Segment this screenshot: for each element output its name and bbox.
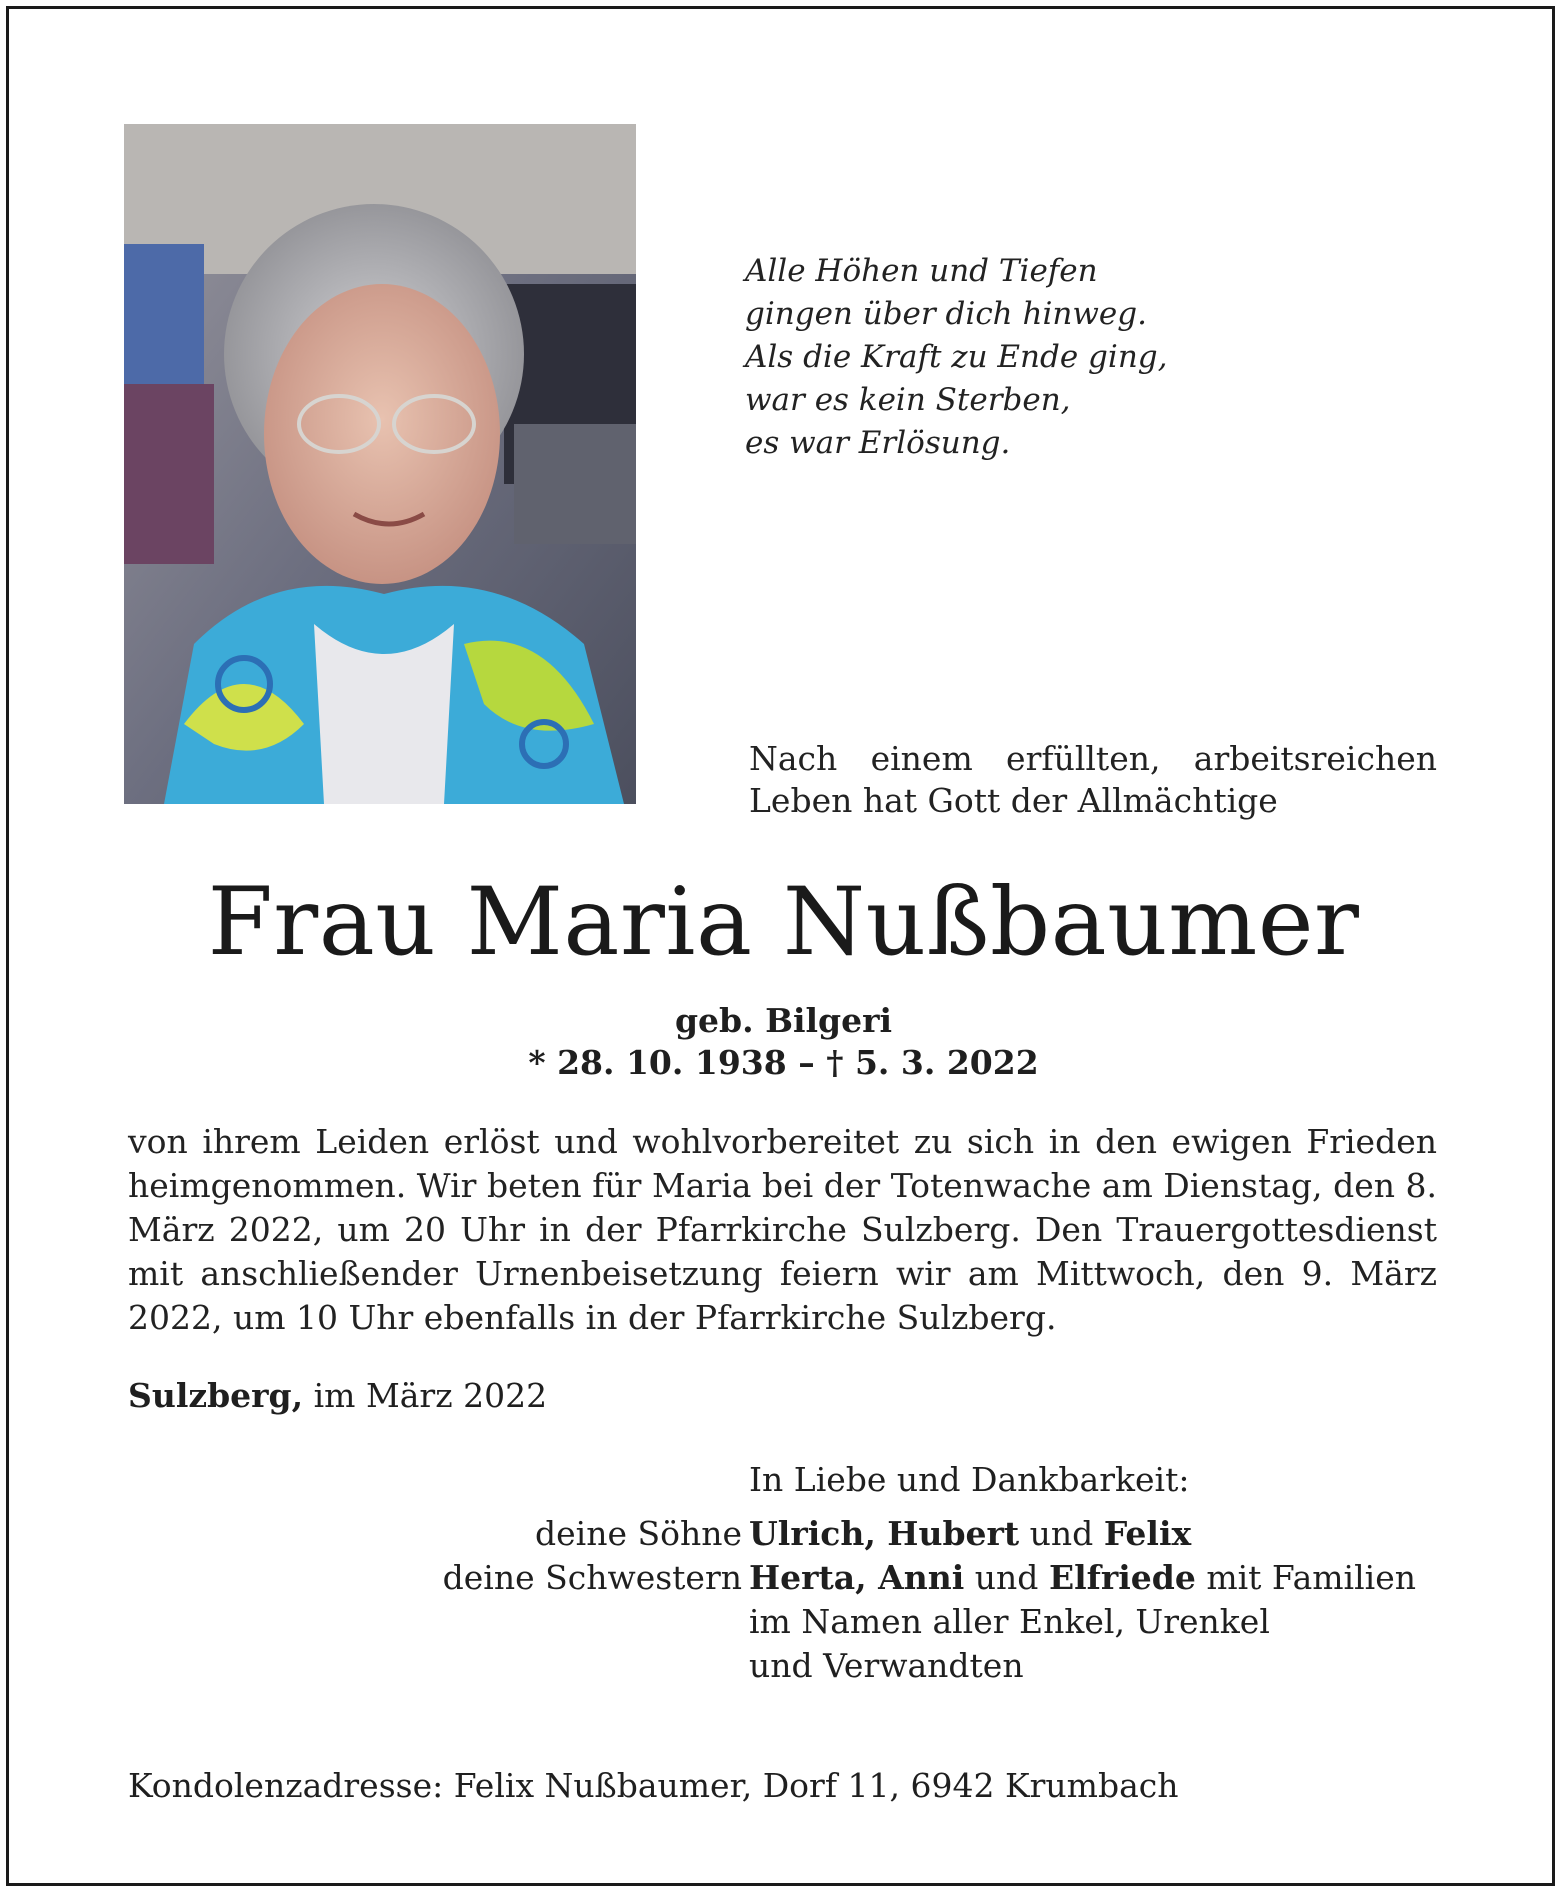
- sisters-names-a: Herta, Anni: [749, 1558, 965, 1597]
- sisters-and: und: [974, 1558, 1039, 1597]
- thanks-line: In Liebe und Dankbarkeit:: [749, 1460, 1190, 1499]
- poem-verse: [745, 250, 1305, 465]
- birth-name: geb. Bilgeri: [674, 1001, 893, 1040]
- relatives-line: und Verwandten: [749, 1646, 1024, 1685]
- condolence-address: Kondolenzadresse: Felix Nußbaumer, Dorf 11, 6942 Krumbach: [128, 1766, 1179, 1805]
- life-dates: * 28. 10. 1938 – † 5. 3. 2022: [528, 1043, 1039, 1082]
- poem-line: war es kein Sterben,: [745, 382, 1071, 418]
- sisters-row: [0, 1556, 1567, 1600]
- sons-names-b: Felix: [1103, 1514, 1192, 1553]
- sons-label: deine Söhne: [535, 1514, 742, 1553]
- place-date: [128, 1374, 547, 1418]
- sisters-names: [749, 1556, 1416, 1600]
- intro-line: Nach einem erfüllten, arbeitsreichen: [749, 739, 1437, 778]
- poem-line: Alle Höhen und Tiefen: [745, 253, 1098, 289]
- sons-and: und: [1029, 1514, 1094, 1553]
- deceased-name: Frau Maria Nußbaumer: [207, 868, 1360, 977]
- signatories: [0, 1512, 1567, 1688]
- sons-row: [0, 1512, 1567, 1556]
- sons-names: [749, 1512, 1191, 1556]
- sisters-suffix: mit Familien: [1206, 1558, 1416, 1597]
- intro-line: Leben hat Gott der Allmächtige: [749, 781, 1278, 820]
- poem-line: Als die Kraft zu Ende ging,: [745, 339, 1168, 375]
- relatives-row: [0, 1600, 1567, 1644]
- relatives-line: im Namen aller Enkel, Urenkel: [749, 1602, 1270, 1641]
- relatives-row: [0, 1644, 1567, 1688]
- announcement-text: von ihrem Leiden erlöst und wohlvorbereitet zu sich in den ewigen Frieden heimgenommen. Wir beten für Maria bei der Totenwache am Dienstag, den 8. März 2022, um 20 Uhr in der Pfarrkirche Sulzberg. Den Trauergottesdienst mit anschließender Urnenbeisetzung feiern wir am Mittwoch, den 9. März 2022, um 10 Uhr ebenfalls in der Pfarrkirche Sulzberg.: [128, 1122, 1437, 1337]
- poem-line: gingen über dich hinweg.: [745, 296, 1147, 332]
- portrait-photo: [124, 124, 636, 804]
- place-month: im März 2022: [313, 1376, 548, 1415]
- intro-text: [749, 738, 1437, 822]
- sisters-label: deine Schwestern: [442, 1558, 742, 1597]
- poem-line: es war Erlösung.: [745, 425, 1011, 461]
- sisters-names-b: Elfriede: [1048, 1558, 1196, 1597]
- place-town: Sulzberg,: [128, 1376, 304, 1415]
- sons-names-a: Ulrich, Hubert: [749, 1514, 1020, 1553]
